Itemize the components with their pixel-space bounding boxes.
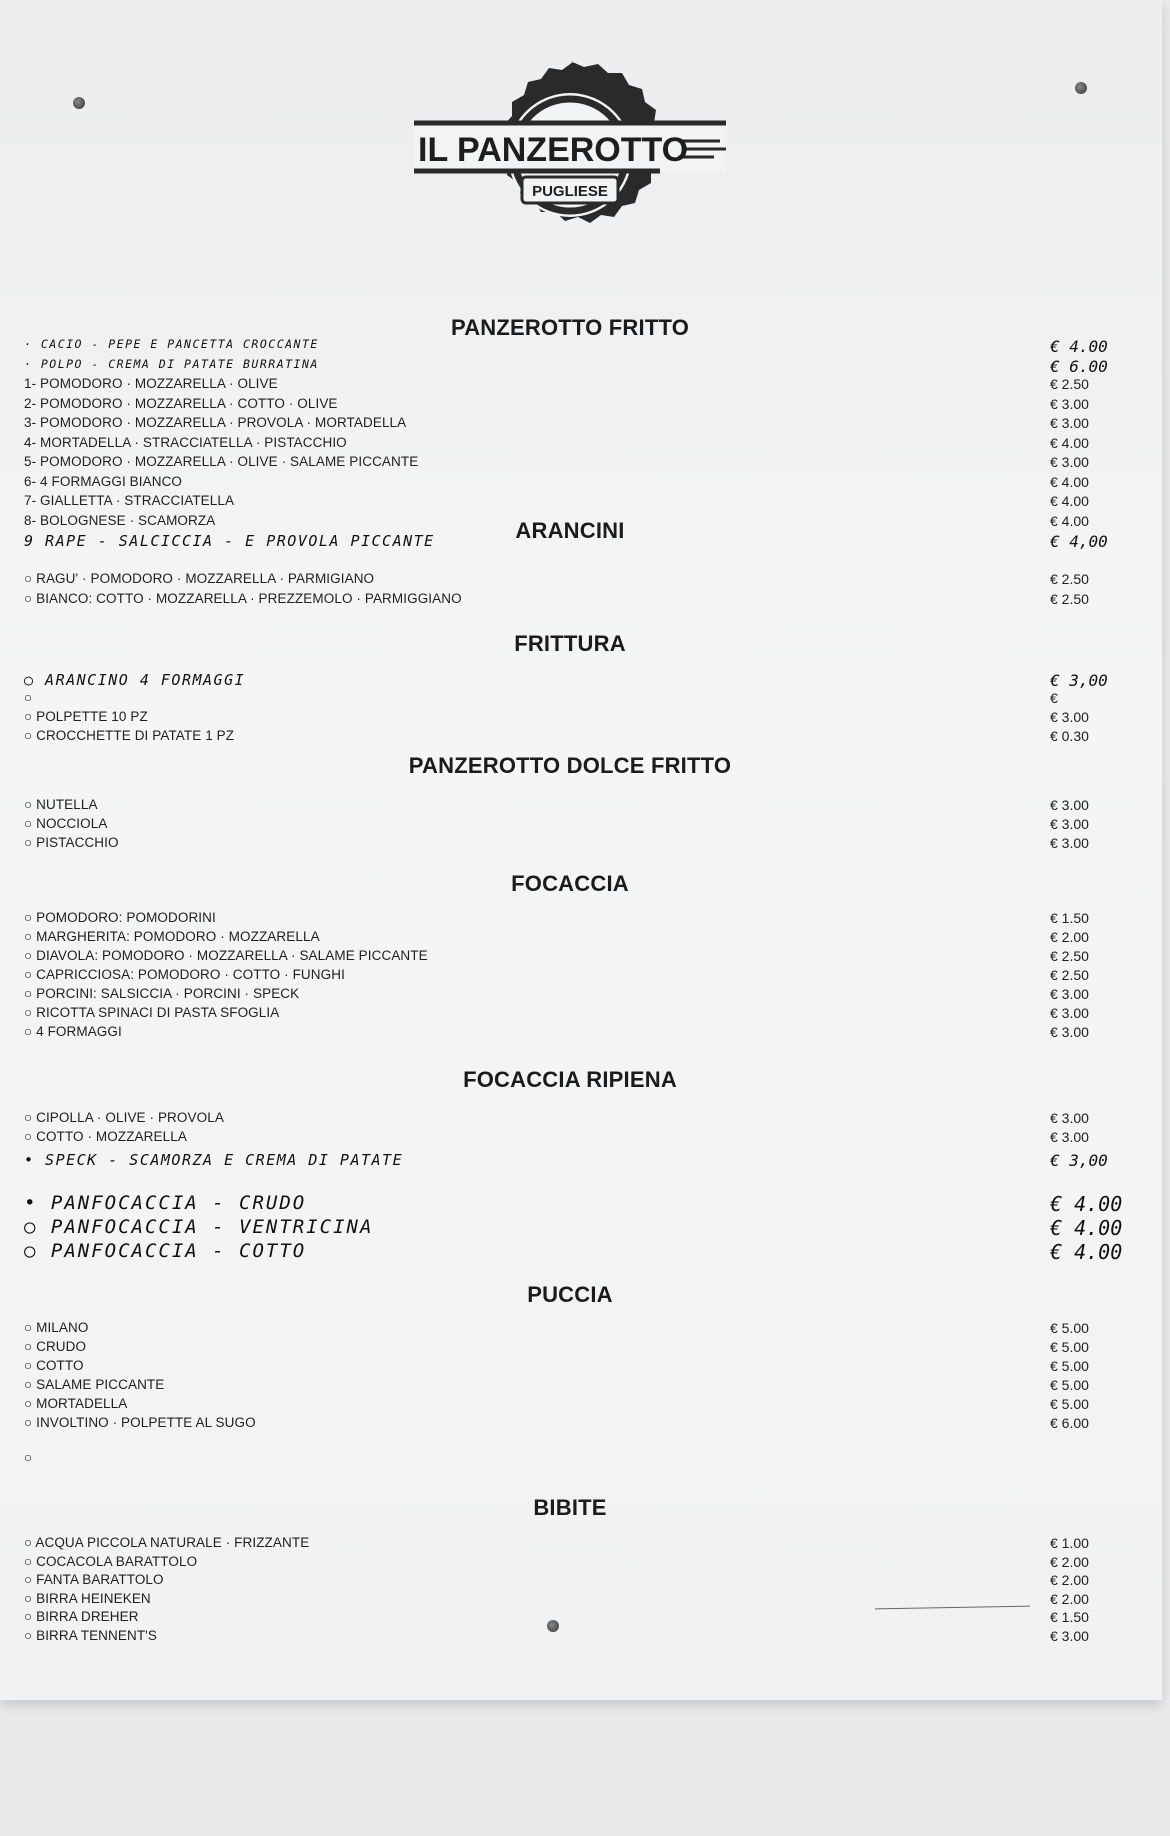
menu-item-name: ○ SALAME PICCANTE (24, 1377, 165, 1392)
menu-item-name: 1- POMODORO · MOZZARELLA · OLIVE (24, 376, 278, 391)
menu-item-name: ○ CRUDO (24, 1339, 87, 1354)
pin (1075, 82, 1087, 94)
section-title-focaccia: FOCACCIA (511, 871, 629, 896)
menu-item-price: € 6.00 (1050, 356, 1108, 376)
logo-text: IL PANZEROTTO (418, 131, 689, 169)
menu-item-name: ○ BIANCO: COTTO · MOZZARELLA · PREZZEMOLO · PARMIGGIANO (24, 590, 462, 606)
menu-item-name: ○ ACQUA PICCOLA NATURALE · FRIZZANTE (24, 1535, 310, 1550)
menu-item-price: € 2.50 (1050, 590, 1089, 607)
menu-item-price: € 4.00 (1050, 434, 1089, 451)
menu-item-price: € 3.00 (1050, 835, 1089, 851)
menu-item-price: € 3.00 (1050, 454, 1089, 470)
wall-background (0, 1700, 1170, 1836)
menu-item-price: € 1.50 (1050, 910, 1089, 926)
pen-mark (875, 1606, 1030, 1610)
menu-item-price: € 3.00 (1050, 1005, 1089, 1021)
menu-item-name: 5- POMODORO · MOZZARELLA · OLIVE · SALAME PICCANTE (24, 454, 419, 469)
menu-item-name: ○ POLPETTE 10 PZ (24, 709, 148, 724)
menu-item-price: € 5.00 (1050, 1377, 1089, 1393)
menu-item-name: · POLPO - CREMA DI PATATE BURRATINA (24, 356, 319, 371)
menu-item-name: ○ ARANCINO 4 FORMAGGI (24, 671, 246, 689)
menu-item-price: € 3.00 (1050, 709, 1089, 725)
menu-item-name: ○ INVOLTINO · POLPETTE AL SUGO (24, 1415, 256, 1430)
menu-item-price: € 4.00 (1050, 1192, 1123, 1216)
menu-item-price: € 5.00 (1050, 1396, 1089, 1412)
menu-item-name: 9 RAPE - SALCICCIA - E PROVOLA PICCANTE (24, 532, 435, 550)
menu-item-name: 8- BOLOGNESE · SCAMORZA (24, 512, 216, 528)
menu-item-name: ○ PANFOCACCIA - VENTRICINA (24, 1216, 374, 1238)
menu-item-price: € 4.00 (1050, 473, 1089, 490)
menu-item-name: ○ NUTELLA (24, 797, 98, 812)
menu-item-name: ○ CIPOLLA · OLIVE · PROVOLA (24, 1110, 224, 1125)
menu-item-price: € 2.50 (1050, 967, 1089, 983)
menu-item-name: ○ COCACOLA BARATTOLO (24, 1553, 198, 1569)
menu-item-price: € 2.00 (1050, 1572, 1089, 1588)
menu-item-price: € 3.00 (1050, 797, 1089, 813)
menu-item-price: € 4.00 (1050, 1216, 1123, 1240)
menu-item-name: • SPECK - SCAMORZA E CREMA DI PATATE (24, 1151, 404, 1169)
logo (410, 55, 730, 255)
menu-item-name: ○ BIRRA TENNENT'S (24, 1627, 157, 1643)
section-title-puccia: PUCCIA (527, 1282, 613, 1307)
section-title-dolce: PANZEROTTO DOLCE FRITTO (408, 753, 732, 778)
menu-item-name: ○ RAGU' · POMODORO · MOZZARELLA · PARMIGIANO (24, 571, 375, 586)
menu-item-name: ○ (24, 1450, 33, 1465)
menu-item-name: ○ (24, 690, 33, 705)
menu-item-price: € 2.50 (1050, 376, 1089, 392)
menu-item-price: € 3.00 (1050, 1627, 1089, 1644)
menu-item-price: € 2.00 (1050, 1590, 1089, 1607)
menu-item-name: · CACIO - PEPE E PANCETTA CROCCANTE (24, 337, 319, 351)
menu-item-name: ○ PORCINI: SALSICCIA · PORCINI · SPECK (24, 986, 300, 1001)
menu-item-price: € 1.50 (1050, 1609, 1089, 1625)
menu-item-price: € 2.00 (1050, 929, 1089, 945)
section-title-ripiena: FOCACCIA RIPIENA (463, 1067, 677, 1092)
menu-item-name: 2- POMODORO · MOZZARELLA · COTTO · OLIVE (24, 395, 338, 411)
menu-item-price: € 4,00 (1050, 532, 1108, 551)
menu-item-price: € 1.00 (1050, 1535, 1089, 1551)
menu-item-name: ○ MARGHERITA: POMODORO · MOZZARELLA (24, 929, 320, 944)
menu-item-price: € 2.50 (1050, 948, 1089, 964)
menu-item-name: ○ MILANO (24, 1320, 89, 1335)
menu-item-price: € 5.00 (1050, 1358, 1089, 1374)
section-title-fritto: PANZEROTTO FRITTO (450, 315, 690, 340)
menu-item-price: € 4.00 (1050, 337, 1108, 356)
menu-item-price: € 6.00 (1050, 1415, 1089, 1431)
menu-item-price: € 3.00 (1050, 1129, 1089, 1145)
menu-item-price: € (1050, 690, 1058, 706)
menu-item-name: ○ MORTADELLA (24, 1396, 128, 1411)
menu-item-name: ○ NOCCIOLA (24, 816, 108, 831)
menu-item-price: € 3.00 (1050, 986, 1089, 1002)
menu-item-name: ○ CAPRICCIOSA: POMODORO · COTTO · FUNGHI (24, 967, 345, 982)
menu-item-price: € 3.00 (1050, 816, 1089, 832)
menu-item-name: ○ PISTACCHIO (24, 835, 119, 850)
menu-item-price: € 0.30 (1050, 728, 1089, 744)
menu-item-price: € 3.00 (1050, 1110, 1089, 1126)
menu-item-name: ○ POMODORO: POMODORINI (24, 910, 216, 925)
menu-item-price: € 3,00 (1050, 671, 1108, 690)
menu-item-name: ○ COTTO (24, 1358, 84, 1373)
menu-item-name: ○ COTTO · MOZZARELLA (24, 1129, 187, 1144)
section-title-arancini: ARANCINI (515, 518, 625, 543)
pin (73, 97, 85, 109)
menu-item-name: ○ CROCCHETTE DI PATATE 1 PZ (24, 728, 235, 743)
menu-item-name: ○ BIRRA DREHER (24, 1609, 139, 1624)
menu-item-price: € 3.00 (1050, 415, 1089, 431)
menu-item-price: € 3,00 (1050, 1151, 1108, 1170)
menu-item-price: € 3.00 (1050, 1024, 1089, 1040)
menu-item-name: ○ BIRRA HEINEKEN (24, 1590, 151, 1606)
menu-item-price: € 3.00 (1050, 395, 1089, 412)
logo-subtitle: PUGLIESE (532, 183, 608, 200)
section-title-bibite: BIBITE (533, 1495, 607, 1520)
menu-item-price: € 4.00 (1050, 1240, 1123, 1264)
menu-item-name: ○ DIAVOLA: POMODORO · MOZZARELLA · SALAME PICCANTE (24, 948, 428, 963)
menu-item-name: • PANFOCACCIA - CRUDO (24, 1192, 307, 1214)
menu-item-name: ○ FANTA BARATTOLO (24, 1572, 164, 1587)
menu-item-name: ○ 4 FORMAGGI (24, 1024, 122, 1039)
menu-item-price: € 5.00 (1050, 1320, 1089, 1336)
menu-item-price: € 2.50 (1050, 571, 1089, 587)
menu-item-price: € 2.00 (1050, 1553, 1089, 1570)
menu-item-price: € 4.00 (1050, 512, 1089, 529)
pin (547, 1620, 559, 1632)
menu-item-name: 6- 4 FORMAGGI BIANCO (24, 473, 183, 489)
section-title-frittura: FRITTURA (514, 631, 626, 656)
menu-item-price: € 4.00 (1050, 493, 1089, 509)
menu-item-name: ○ PANFOCACCIA - COTTO (24, 1240, 307, 1262)
menu-item-name: 7- GIALLETTA · STRACCIATELLA (24, 493, 235, 508)
menu-item-name: 4- MORTADELLA · STRACCIATELLA · PISTACCHIO (24, 434, 347, 450)
menu-item-price: € 5.00 (1050, 1339, 1089, 1355)
menu-item-name: ○ RICOTTA SPINACI DI PASTA SFOGLIA (24, 1005, 280, 1020)
menu-item-name: 3- POMODORO · MOZZARELLA · PROVOLA · MORTADELLA (24, 415, 407, 430)
